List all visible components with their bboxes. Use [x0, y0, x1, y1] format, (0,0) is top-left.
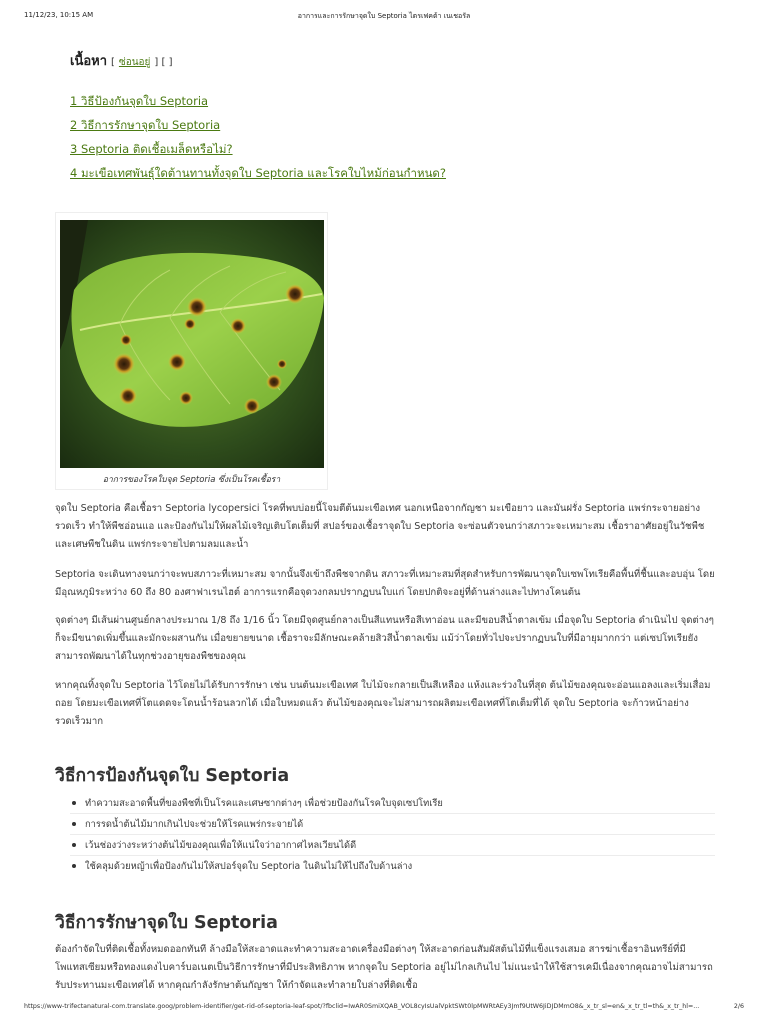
- list-item: การรดน้ำต้นไม้มากเกินไปจะช่วยให้โรคแพร่กระจายได้: [70, 814, 715, 835]
- toc-list: [70, 89, 530, 185]
- toc-item: [70, 113, 530, 137]
- toc-item: [70, 89, 530, 113]
- page-number: 2/6: [733, 1003, 744, 1010]
- print-datetime: 11/12/23, 10:15 AM: [24, 11, 94, 19]
- toc-header: [70, 50, 530, 71]
- print-page-title: อาการและการรักษาจุดใบ Septoria ไตรเฟคต้า เนเชอรัล: [297, 12, 471, 20]
- toc-heading: เนื้อหา: [70, 54, 108, 69]
- prevention-list: [70, 793, 715, 877]
- intro-paragraph: จุดใบ Septoria คือเชื้อรา Septoria lycopersici โรคที่พบบ่อยนี้โจมตีต้นมะเขือเทศ นอกเหนือจากกัญชา มะเขือยาว และมันฝรั่ง Septoria แพร่กระจายอย่างรวดเร็ว ทำให้พืชอ่อนแอ และป้องกันไม่ให้ผลไม้เจริญเติบโตเต็มที่ สปอร์ของเชื้อราจุดใบ Septoria จะซ่อนตัวจนกว่าสภาวะจะเหมาะสม เชื้อราอาศัยอยู่ในวัชพืชและเศษพืชในดิน แพร่กระจายไปตามลมและน้ำ: [55, 503, 705, 550]
- list-item: ทำความสะอาดพื้นที่ของพืชที่เป็นโรคและเศษซากต่างๆ เพื่อช่วยป้องกันโรคใบจุดเซปโทเรีย: [70, 793, 715, 814]
- septoria-leaf-photo: [60, 220, 324, 468]
- treatment-heading: วิธีการรักษาจุดใบ Septoria: [55, 913, 278, 933]
- toc-link-resistant-varieties[interactable]: 4 มะเขือเทศพันธุ์ใดต้านทานทั้งจุดใบ Septoria และโรคใบไหม้ก่อนกำหนด?: [70, 166, 446, 180]
- symptoms-paragraph: จุดต่างๆ มีเส้นผ่านศูนย์กลางประมาณ 1/8 ถึง 1/16 นิ้ว โดยมีจุดศูนย์กลางเป็นสีแทนหรือสีเทาอ่อน และมีขอบสีน้ำตาลเข้ม เมื่อจุดใบ Septoria ดำเนินไป จุดต่างๆ ก็จะมีขนาดเพิ่มขึ้นและมักจะผสานกัน เมื่อขยายขนาด เชื้อราจะมีลักษณะคล้ายสิวสีน้ำตาลเข้ม แม้ว่าโดยทั่วไปจะปรากฏบนใบที่มีอายุมากกว่า แต่เซปโทเรียยังสามารถพัฒนาได้ในทุกช่วงอายุของพืชของคุณ: [55, 615, 714, 662]
- list-item: ใช้คลุมด้วยหญ้าเพื่อป้องกันไม่ให้สปอร์จุดใบ Septoria ในดินไม่ให้ไปถึงใบด้านล่าง: [70, 856, 715, 877]
- toc-bracket-close: ] [ ]: [154, 57, 173, 68]
- print-footer: [24, 1003, 744, 1013]
- consequences-paragraph: หากคุณทิ้งจุดใบ Septoria ไว้โดยไม่ได้รับการรักษา เช่น บนต้นมะเขือเทศ ใบไม้จะกลายเป็นสีเหลือง แห้งและร่วงในที่สุด ต้นไม้ของคุณจะอ่อนแอลงและเริ่มเสื่อมถอย โดยมะเขือเทศที่โตแดดจะโดนน้ำร้อนลวกได้ เมื่อใบหมดแล้ว ต้นไม้ของคุณจะไม่สามารถผลิตมะเขือเทศที่โตเต็มที่ได้ จุดใบ Septoria จะก้าวหน้าอย่างรวดเร็วมาก: [55, 680, 711, 727]
- toc-link-treatment[interactable]: 2 วิธีการรักษาจุดใบ Septoria: [70, 118, 221, 132]
- toc-link-prevention[interactable]: 1 วิธีป้องกันจุดใบ Septoria: [70, 94, 209, 108]
- toc-item: [70, 137, 530, 161]
- prevention-heading: วิธีการป้องกันจุดใบ Septoria: [55, 766, 290, 786]
- toc-toggle-link[interactable]: ซ่อนอยู่: [118, 57, 151, 68]
- conditions-paragraph: Septoria จะเดินทางจนกว่าจะพบสภาวะที่เหมาะสม จากนั้นจึงเข้าถึงพืชจากดิน สภาวะที่เหมาะสมที่สุดสำหรับการพัฒนาจุดใบเซพโทเรียคือพื้นที่ชื้นและอบอุ่น โดยมีอุณหภูมิระหว่าง 60 ถึง 80 องศาฟาเรนไฮต์ อาการแรกคือจุดวงกลมปรากฏบนใบแก่ โดยปกติจะอยู่ที่ด้านล่างและไปทางโคนต้น: [55, 569, 715, 598]
- print-header: [24, 11, 744, 23]
- treatment-paragraph: ต้องกำจัดใบที่ติดเชื้อทั้งหมดออกทันที ล้างมือให้สะอาดและทำความสะอาดเครื่องมือต่างๆ ให้สะอาดก่อนสัมผัสต้นไม้ที่แข็งแรงเสมอ สารฆ่าเชื้อราอินทรีย์ที่มีโพแทสเซียมหรือทองแดงไบคาร์บอเนตเป็นวิธีการรักษาที่มีประสิทธิภาพ หากจุดใบ Septoria อยู่ไม่ไกลเกินไป ไม่แนะนำให้ใช้สารเคมีเนื่องจากคุณอาจไม่สามารถรับประทานมะเขือเทศได้ หากคุณกำลังรักษาต้นกัญชา ให้กำจัดและทำลายใบล่างที่ติดเชื้อ: [55, 944, 713, 991]
- print-url: https://www-trifectanatural-com.translate.goog/problem-identifier/get-rid-of-septoria-leaf-spot/?fbclid=IwAR0SmiXQAB_VOL8cyIsUalVpktSWt0lpMWRtAEy3Jmf9UtW6JiDJDMmO8&_x_tr_sl=en&_x_tr_tl=th&_x_tr_hl=...: [24, 1003, 700, 1010]
- figure-caption: อาการของโรคใบจุด Septoria ซึ่งเป็นโรคเชื้อรา: [102, 475, 281, 485]
- toc-bracket-open: [: [111, 57, 115, 68]
- leaf-figure: [55, 212, 328, 490]
- toc-link-seeds[interactable]: 3 Septoria ติดเชื้อเมล็ดหรือไม่?: [70, 142, 233, 156]
- list-item: เว้นช่องว่างระหว่างต้นไม้ของคุณเพื่อให้แน่ใจว่าอากาศไหลเวียนได้ดี: [70, 835, 715, 856]
- table-of-contents: [70, 50, 530, 185]
- toc-item: [70, 161, 530, 185]
